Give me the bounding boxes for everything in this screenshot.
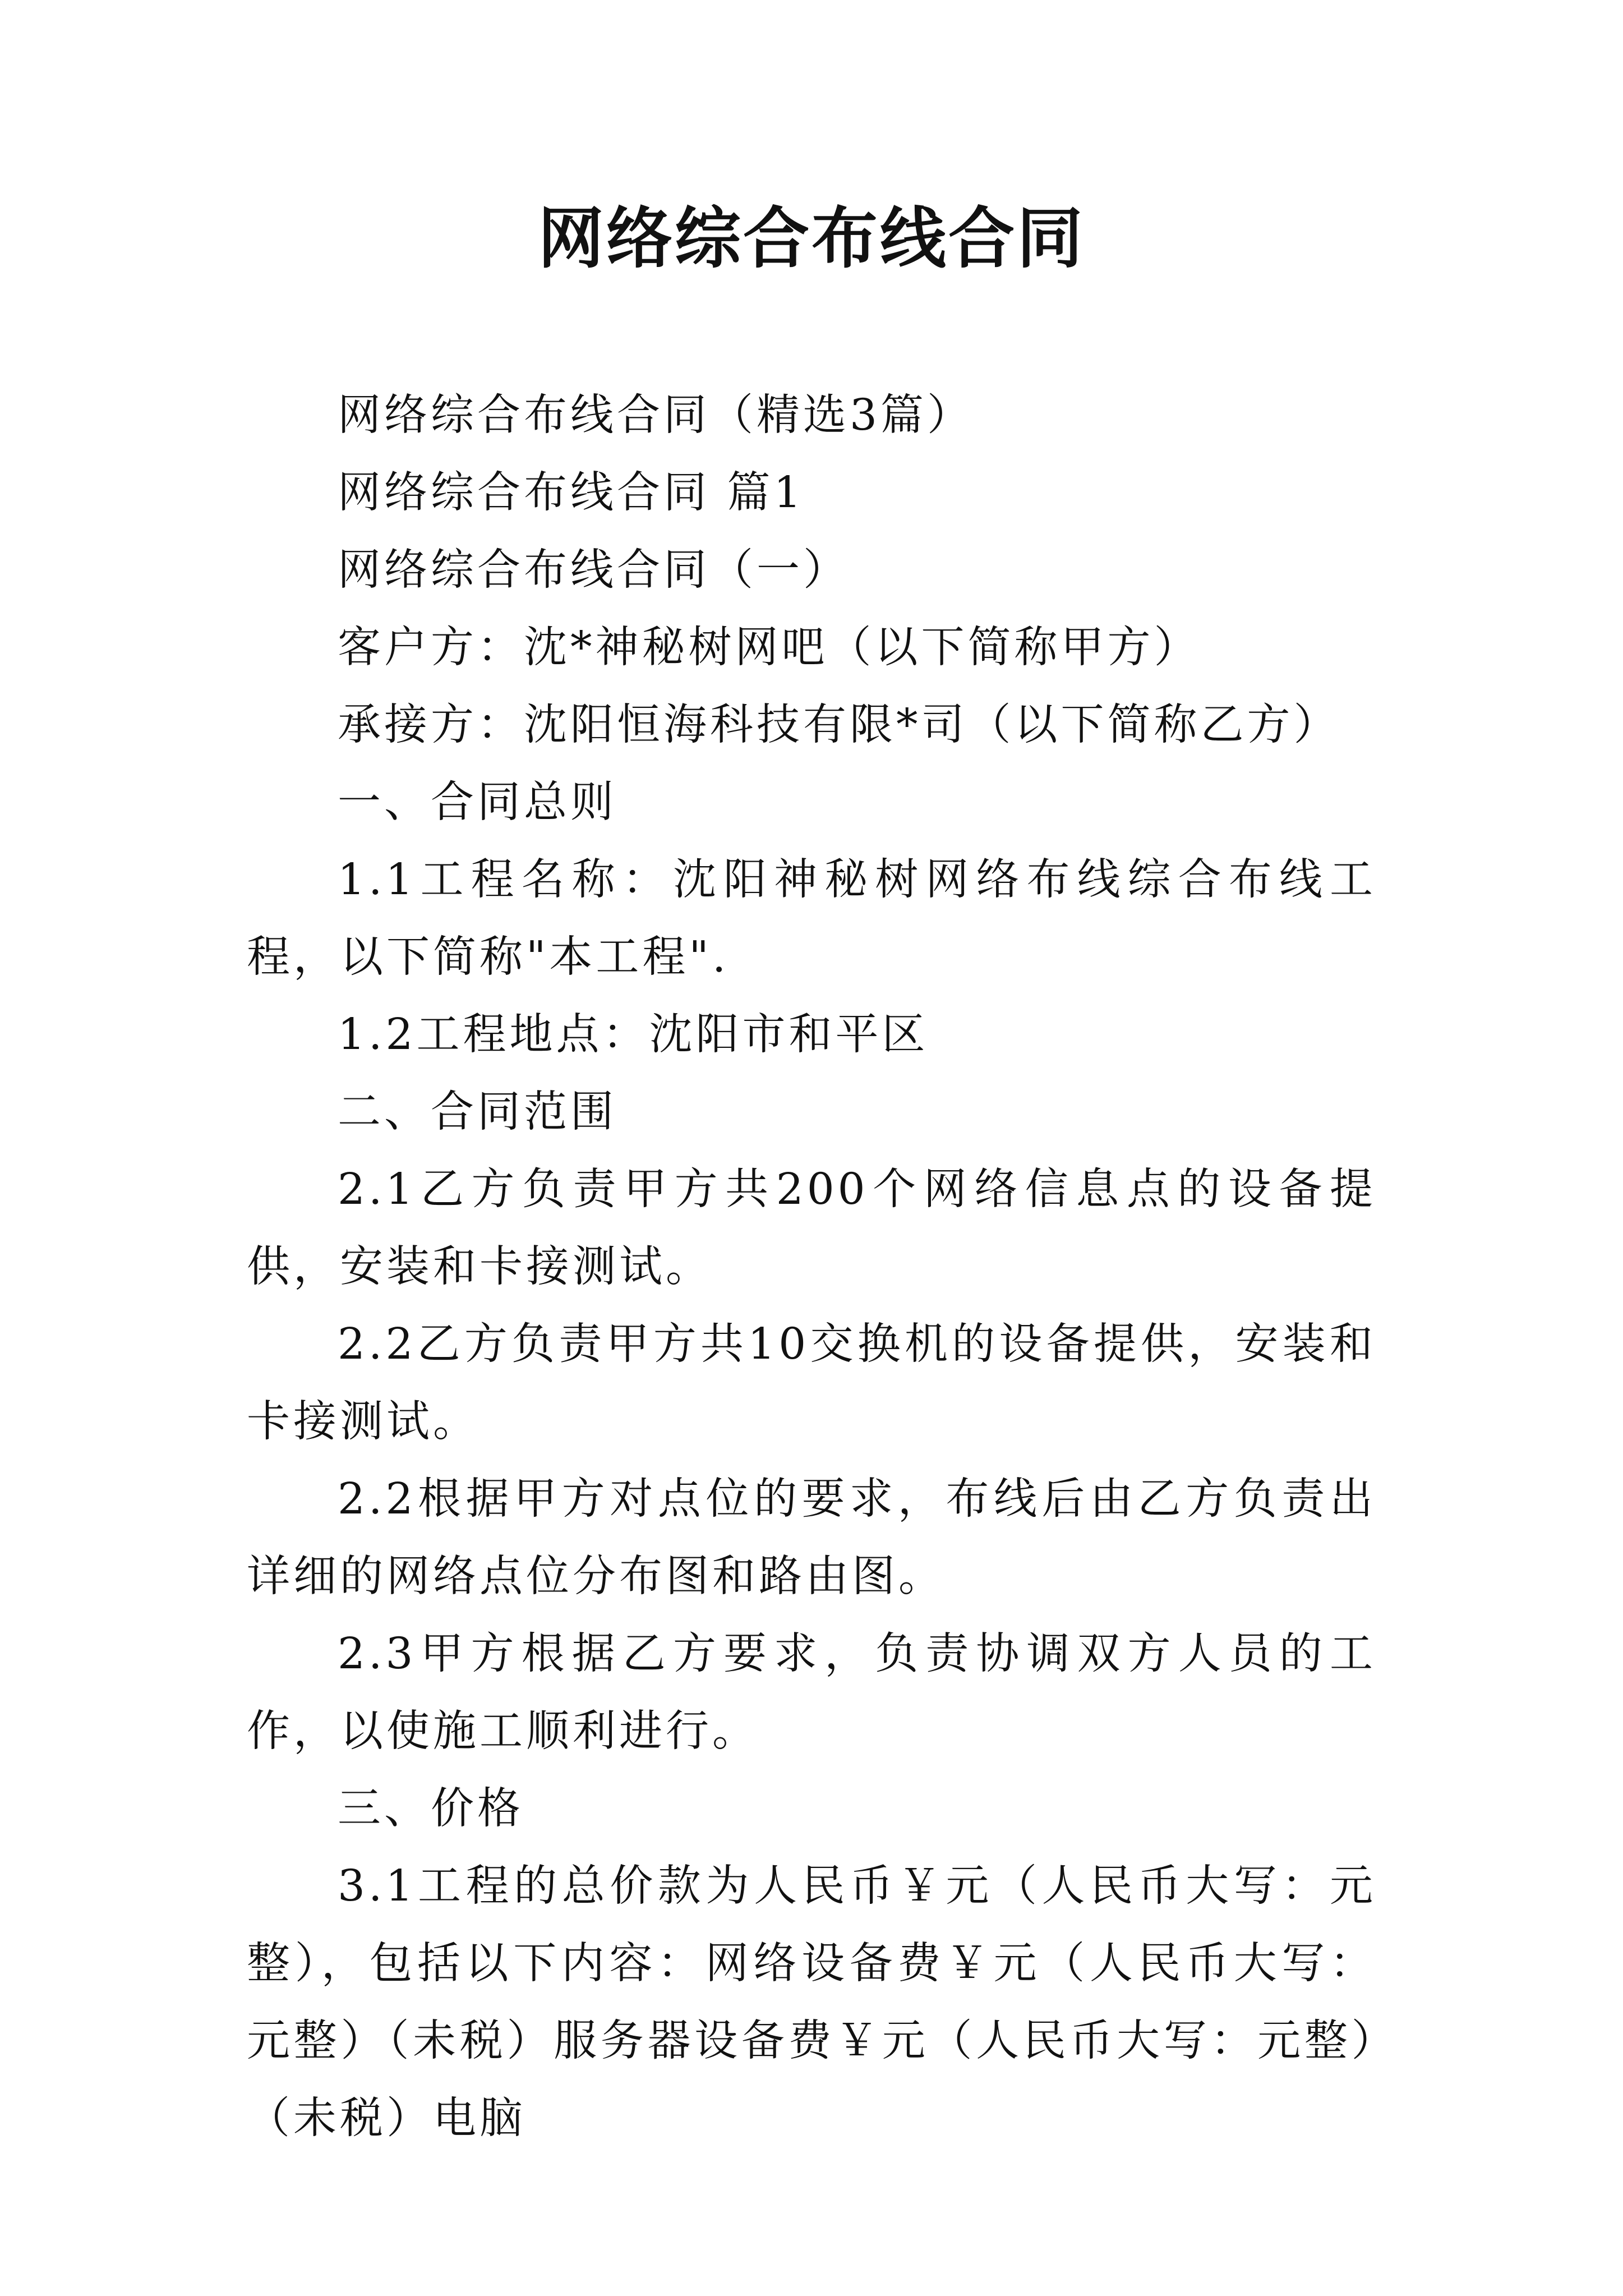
paragraph: 3.1工程的总价款为人民币￥元（人民币大写：元整），包括以下内容：网络设备费￥元（人民币大写：元整）（未税）服务器设备费￥元（人民币大写：元整）（未税）电脑	[247, 1861, 1376, 2143]
paragraph: 1.1工程名称：沈阳神秘树网络布线综合布线工程，以下简称"本工程".	[247, 855, 1376, 982]
section-heading: 二、合同范围	[338, 1087, 617, 1137]
paragraph: 2.1乙方负责甲方共200个网络信息点的设备提供，安装和卡接测试。	[247, 1165, 1376, 1292]
paragraph: 2.2乙方负责甲方共10交换机的设备提供，安装和卡接测试。	[247, 1319, 1376, 1447]
paragraph: 网络综合布线合同（精选3篇）	[338, 390, 974, 440]
paragraph: 网络综合布线合同 篇1	[338, 468, 805, 518]
paragraph: 客户方：沈*神秘树网吧（以下简称甲方）	[338, 623, 1201, 673]
section-heading: 一、合同总则	[338, 777, 617, 827]
paragraph: 承接方：沈阳恒海科技有限*司（以下简称乙方）	[338, 700, 1340, 750]
paragraph: 1.2工程地点：沈阳市和平区	[338, 1010, 929, 1060]
document-title: 网络综合布线合同	[537, 199, 1085, 277]
paragraph: 2.3甲方根据乙方要求，负责协调双方人员的工作，以使施工顺利进行。	[247, 1629, 1376, 1756]
document-body	[247, 377, 1376, 2157]
paragraph: 2.2根据甲方对点位的要求，布线后由乙方负责出详细的网络点位分布图和路由图。	[247, 1474, 1376, 1602]
paragraph: 网络综合布线合同（一）	[338, 545, 850, 595]
section-heading: 三、价格	[338, 1784, 524, 1834]
